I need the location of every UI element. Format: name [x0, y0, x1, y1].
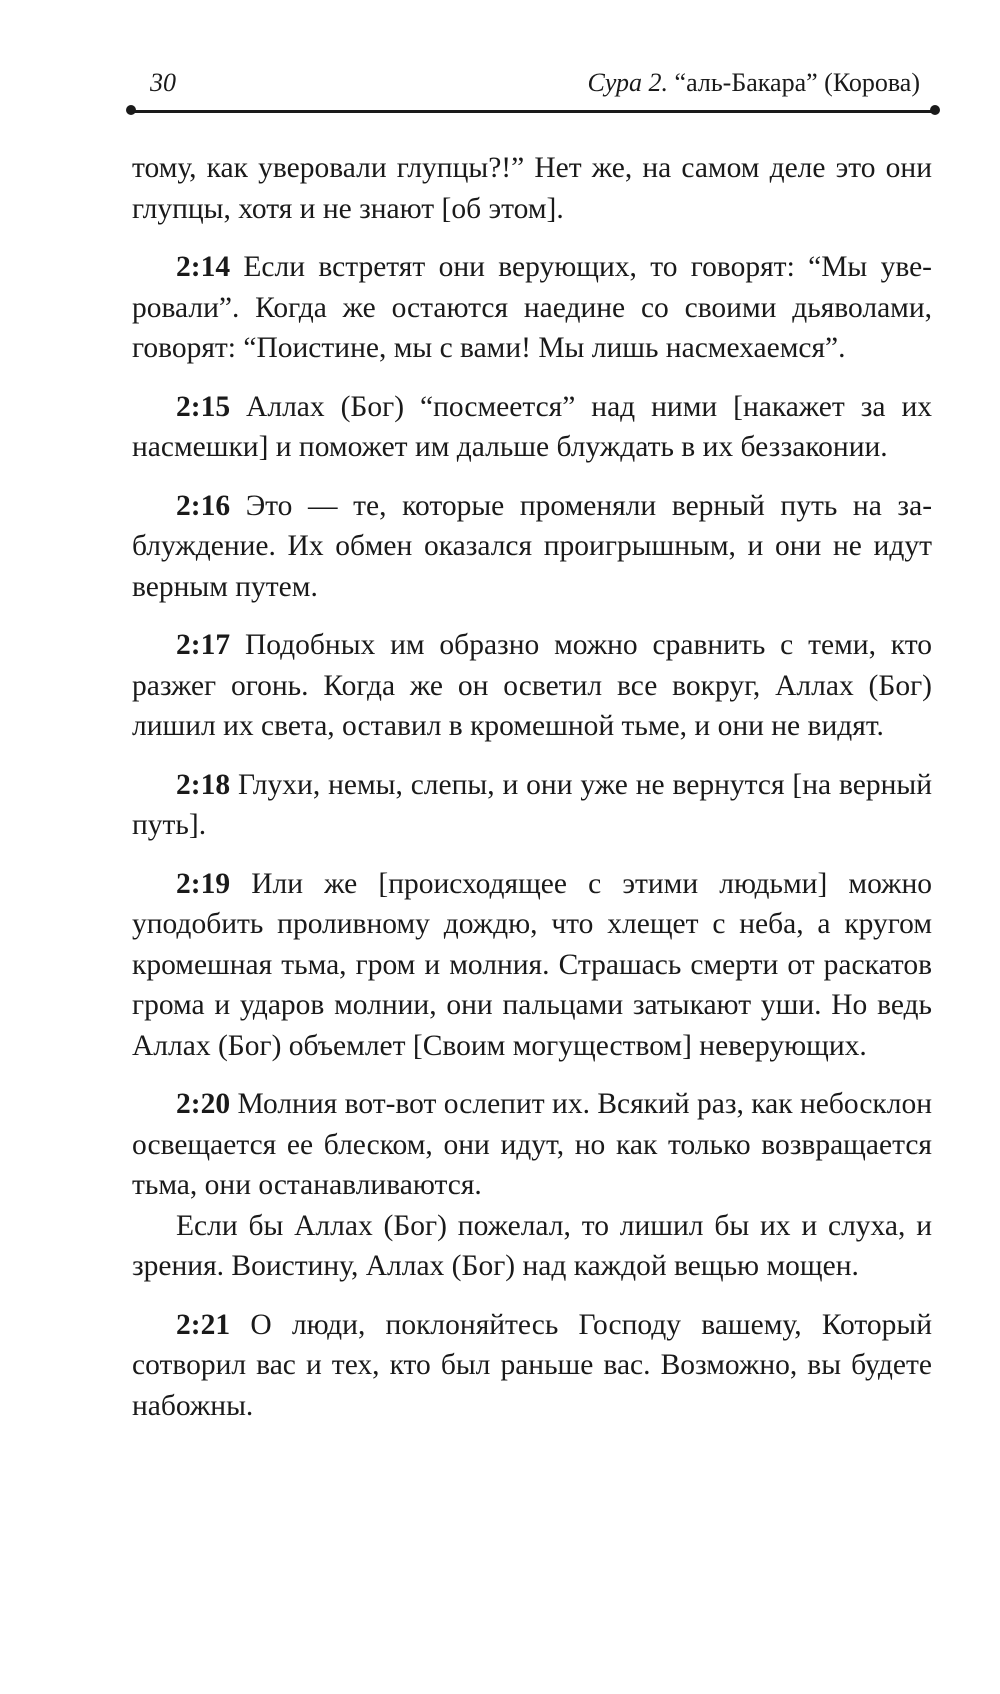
page-number: 30 [150, 68, 176, 97]
verse-2-19 [132, 864, 932, 1067]
running-head [150, 68, 920, 108]
verse-text: Подобных им образно можно сравнить с теми, кто разжег огонь. Когда же он осветил все вокруг, Аллах (Бог) лишил их света, оставил в кромешной тьме, и они не видят. [132, 629, 932, 742]
body-text [132, 148, 932, 1444]
verse-text: Аллах (Бог) “посмеется” над ними [накажет за их насмешки] и поможет им дальше блуждать в их беззаконии. [132, 390, 932, 463]
verse-number: 2:20 [176, 1088, 231, 1120]
verse-number: 2:21 [176, 1308, 231, 1341]
verse-text: Или же [происходящее с этими людьми] можно уподобить проливному дождю, что хлещет с неба, а кругом кромешная тьма, гром и молния. Страшась смерти от раскатов грома и ударов молнии, они пальцами затыкают уши. Но ведь Аллах (Бог) объемлет [Своим могуществом] неверующих. [132, 867, 932, 1062]
verse-2-14 [132, 247, 932, 369]
verse-text: Это — те, которые променяли верный путь на заблуждение. Их обмен оказался проигрышным, и они не идут верным путем. [132, 489, 933, 603]
verse-text: Глухи, немы, слепы, и они уже не вернутся [на верный путь]. [132, 768, 932, 841]
sura-name: “аль-Бакара” (Корова) [674, 68, 920, 97]
verse-text: Если встретят они верующих, то говорят: “Мы уверовали”. Когда же остаются наедине со своими дьяволами, говорят: “Поистине, мы с вами! Мы лишь насмехаемся”. [132, 251, 932, 364]
paragraph-text: тому, как уверовали глупцы?!” Нет же, на самом деле это они глупцы, хотя и не знают [об этом]. [132, 152, 932, 225]
header-rule-right-dot [930, 105, 940, 115]
verse-2-21 [132, 1305, 932, 1427]
verse-2-20-continuation [132, 1206, 932, 1287]
verse-number: 2:14 [176, 251, 231, 283]
verse-2-20 [132, 1084, 932, 1206]
verse-number: 2:15 [176, 390, 231, 423]
verse-text: О люди, поклоняйтесь Господу вашему, Который сотворил вас и тех, кто был раньше вас. Возможно, вы будете набожны. [132, 1308, 933, 1422]
verse-text: Если бы Аллах (Бог) пожелал, то лишил бы их и слуха, и зрения. Воистину, Аллах (Бог) над каждой вещью мощен. [132, 1209, 932, 1282]
verse-2-18 [132, 765, 932, 846]
verse-number: 2:18 [176, 768, 231, 801]
running-title [587, 68, 920, 98]
verse-2-17 [132, 625, 932, 747]
verse-2-16 [132, 486, 932, 608]
verse-text: Молния вот-вот ослепит их. Всякий раз, как небосклон освещается ее блеском, они идут, но как только возвращается тьма, они останавливаются. [132, 1088, 933, 1201]
verse-2-15 [132, 387, 932, 468]
verse-number: 2:19 [176, 867, 231, 900]
sura-label: Сура 2. [587, 68, 669, 97]
paragraph-continuation [132, 148, 932, 229]
verse-number: 2:17 [176, 629, 231, 661]
verse-number: 2:16 [176, 489, 231, 522]
header-rule [130, 110, 938, 113]
